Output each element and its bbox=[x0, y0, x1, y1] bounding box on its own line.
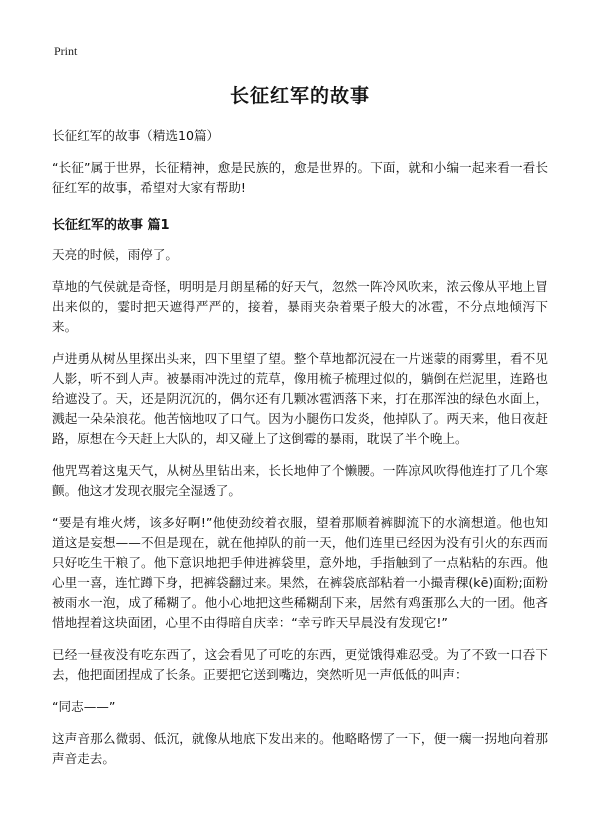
body-paragraph: 卢进勇从树丛里探出头来，四下里望了望。整个草地都沉浸在一片迷蒙的雨雾里，看不见人影，听不到人声。被暴雨冲洗过的荒草，像用梳子梳理过似的，躺倒在烂泥里，连路也给遮没了。天，还是阴沉沉的，偶尔还有几颗冰雹洒落下来，打在那浑浊的绿色水面上，溅起一朵朵浪花。他苦恼地叹了口气。因为小腿伤口发炎，他掉队了。两天来，他日夜赶路，原想在今天赶上大队的，却又碰上了这倒霉的暴雨，耽误了半个晚上。 bbox=[52, 351, 548, 446]
body-paragraph: 草地的气侯就是奇怪，明明是月朗星稀的好天气，忽然一阵冷风吹来，浓云像从平地上冒出来似的，霎时把天遮得严严的，接着，暴雨夹杂着栗子般大的冰雹，不分点地倾泻下来。 bbox=[52, 279, 548, 334]
intro-paragraph: “长征”属于世界，长征精神，愈是民族的，愈是世界的。下面，就和小编一起来看一看长征红军的故事，希望对大家有帮助! bbox=[52, 160, 548, 195]
document-title: 长征红军的故事 bbox=[229, 85, 370, 107]
section-heading: 长征红军的故事 篇1 bbox=[52, 218, 170, 233]
document-subtitle: 长征红军的故事（精选10篇） bbox=[52, 128, 220, 143]
body-paragraph: “要是有堆火烤，该多好啊!”他使劲绞着衣服，望着那顺着裤脚流下的水滴想道。他也知道这是妄想——不但是现在，就在他掉队的前一天，他们连里已经因为没有引火的东西而只好吃生干粮了。他下意识地把手伸进裤袋里，意外地，手指触到了一点粘粘的东西。他心里一喜，连忙蹲下身，把裤袋翻过来。果然，在裤袋底部粘着一小撮青稞(kē)面粉;面粉被雨水一泡，成了稀糊了。他小心地把这些稀糊刮下来，居然有鸡蛋那么大的一团。他吝惜地捏着这块面团，心里不由得暗自庆幸：“幸亏昨天早晨没有发现它!” bbox=[52, 515, 548, 630]
body-paragraph: “同志——” bbox=[52, 699, 116, 714]
body-paragraph: 他咒骂着这鬼天气，从树丛里钻出来，长长地伸了个懒腰。一阵凉风吹得他连打了几个寒颤。他这才发现衣服完全湿透了。 bbox=[52, 463, 548, 498]
body-paragraph: 已经一昼夜没有吃东西了，这会看见了可吃的东西，更觉饿得难忍受。为了不致一口吞下去，他把面团捏成了长条。正要把它送到嘴边，突然听见一声低低的叫声： bbox=[52, 647, 548, 682]
print-link[interactable]: Print bbox=[54, 44, 78, 58]
body-paragraph: 这声音那么微弱、低沉，就像从地底下发出来的。他略略愣了一下，便一瘸一拐地向着那声音走去。 bbox=[52, 731, 548, 766]
body-paragraph: 天亮的时候，雨停了。 bbox=[52, 247, 178, 262]
